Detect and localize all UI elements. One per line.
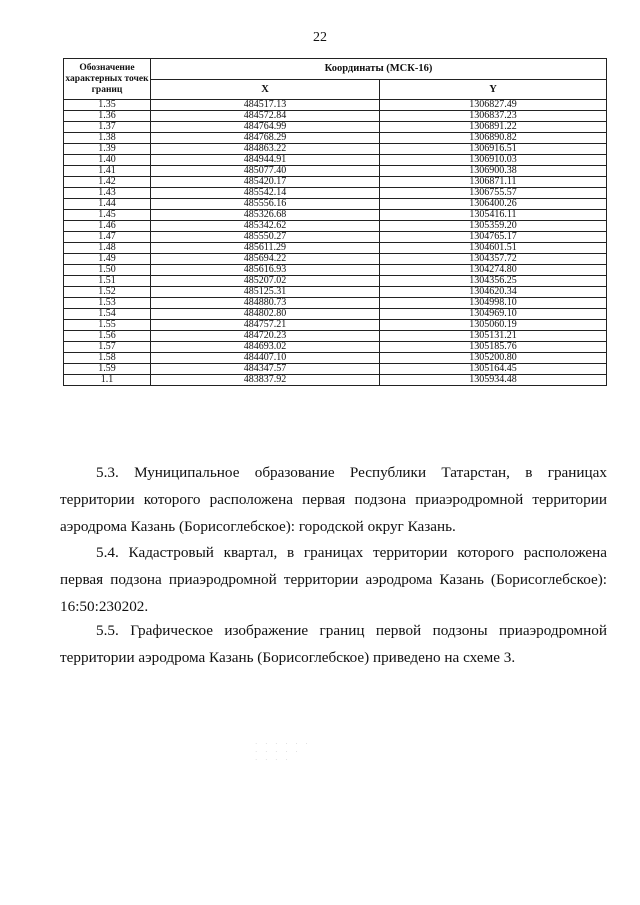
point-id-cell: 1.58 (64, 353, 151, 364)
y-coordinate-cell: 1304601.51 (380, 243, 607, 254)
point-id-cell: 1.56 (64, 331, 151, 342)
point-id-cell: 1.38 (64, 133, 151, 144)
y-coordinate-cell: 1305185.76 (380, 342, 607, 353)
table-row (64, 144, 607, 155)
point-id-cell: 1.41 (64, 166, 151, 177)
point-id-cell: 1.49 (64, 254, 151, 265)
header-x: X (151, 80, 380, 100)
table-row (64, 111, 607, 122)
y-coordinate-cell: 1306890.82 (380, 133, 607, 144)
table-row (64, 177, 607, 188)
point-id-cell: 1.36 (64, 111, 151, 122)
y-coordinate-cell: 1306916.51 (380, 144, 607, 155)
table-row (64, 265, 607, 276)
x-coordinate-cell: 485207.02 (151, 276, 380, 287)
point-id-cell: 1.35 (64, 100, 151, 111)
point-id-cell: 1.51 (64, 276, 151, 287)
table-row (64, 210, 607, 221)
x-coordinate-cell: 485077.40 (151, 166, 380, 177)
table-row (64, 309, 607, 320)
point-id-cell: 1.54 (64, 309, 151, 320)
point-id-cell: 1.47 (64, 232, 151, 243)
x-coordinate-cell: 485342.62 (151, 221, 380, 232)
x-coordinate-cell: 484757.21 (151, 320, 380, 331)
scan-ghost-marks: · · · · · · · · · · · · · · · (255, 740, 311, 764)
x-coordinate-cell: 484768.29 (151, 133, 380, 144)
table-row (64, 133, 607, 144)
y-coordinate-cell: 1305934.48 (380, 375, 607, 386)
x-coordinate-cell: 484347.57 (151, 364, 380, 375)
paragraph-5-5: 5.5. Графическое изображение границ первой подзоны приаэродромной территории аэродрома Казань (Борисоглебское) приведено на схеме 3. (60, 622, 607, 666)
table-row (64, 298, 607, 309)
point-id-cell: 1.43 (64, 188, 151, 199)
y-coordinate-cell: 1306827.49 (380, 100, 607, 111)
y-coordinate-cell: 1305164.45 (380, 364, 607, 375)
x-coordinate-cell: 485550.27 (151, 232, 380, 243)
y-coordinate-cell: 1304620.34 (380, 287, 607, 298)
y-coordinate-cell: 1306910.03 (380, 155, 607, 166)
y-coordinate-cell: 1304356.25 (380, 276, 607, 287)
header-coordinate-system: Координаты (МСК-16) (151, 59, 607, 80)
table-row (64, 166, 607, 177)
y-coordinate-cell: 1306871.11 (380, 177, 607, 188)
table-row (64, 353, 607, 364)
coordinates-table (63, 58, 607, 386)
x-coordinate-cell: 485542.14 (151, 188, 380, 199)
x-coordinate-cell: 484720.23 (151, 331, 380, 342)
y-coordinate-cell: 1304765.17 (380, 232, 607, 243)
point-id-cell: 1.44 (64, 199, 151, 210)
table-row (64, 100, 607, 111)
x-coordinate-cell: 485420.17 (151, 177, 380, 188)
point-id-cell: 1.1 (64, 375, 151, 386)
point-id-cell: 1.59 (64, 364, 151, 375)
x-coordinate-cell: 485326.68 (151, 210, 380, 221)
y-coordinate-cell: 1304969.10 (380, 309, 607, 320)
table-row (64, 199, 607, 210)
table-row (64, 364, 607, 375)
table-row (64, 342, 607, 353)
y-coordinate-cell: 1304274.80 (380, 265, 607, 276)
table-row (64, 221, 607, 232)
x-coordinate-cell: 485611.29 (151, 243, 380, 254)
y-coordinate-cell: 1306891.22 (380, 122, 607, 133)
table-row (64, 254, 607, 265)
point-id-cell: 1.52 (64, 287, 151, 298)
point-id-cell: 1.37 (64, 122, 151, 133)
x-coordinate-cell: 485556.16 (151, 199, 380, 210)
y-coordinate-cell: 1305131.21 (380, 331, 607, 342)
table-row (64, 375, 607, 386)
y-coordinate-cell: 1306837.23 (380, 111, 607, 122)
table-row (64, 320, 607, 331)
x-coordinate-cell: 483837.92 (151, 375, 380, 386)
x-coordinate-cell: 484880.73 (151, 298, 380, 309)
table-row (64, 276, 607, 287)
point-id-cell: 1.50 (64, 265, 151, 276)
x-coordinate-cell: 484517.13 (151, 100, 380, 111)
x-coordinate-cell: 484764.99 (151, 122, 380, 133)
point-id-cell: 1.45 (64, 210, 151, 221)
header-point-label: Обозначение характерных точек границ (64, 59, 151, 100)
page-number: 22 (313, 30, 327, 45)
x-coordinate-cell: 484572.84 (151, 111, 380, 122)
y-coordinate-cell: 1306900.38 (380, 166, 607, 177)
point-id-cell: 1.55 (64, 320, 151, 331)
x-coordinate-cell: 484407.10 (151, 353, 380, 364)
y-coordinate-cell: 1305359.20 (380, 221, 607, 232)
x-coordinate-cell: 484693.02 (151, 342, 380, 353)
y-coordinate-cell: 1306400.26 (380, 199, 607, 210)
paragraph-5-4: 5.4. Кадастровый квартал, в границах территории которого расположена первая подзона приаэродромной территории аэродрома Казань (Борисоглебское): 16:50:230202. (60, 544, 607, 615)
point-id-cell: 1.39 (64, 144, 151, 155)
table-row (64, 188, 607, 199)
table-row (64, 155, 607, 166)
y-coordinate-cell: 1304357.72 (380, 254, 607, 265)
y-coordinate-cell: 1305060.19 (380, 320, 607, 331)
point-id-cell: 1.48 (64, 243, 151, 254)
table-row (64, 243, 607, 254)
y-coordinate-cell: 1306755.57 (380, 188, 607, 199)
y-coordinate-cell: 1305416.11 (380, 210, 607, 221)
x-coordinate-cell: 484802.80 (151, 309, 380, 320)
y-coordinate-cell: 1304998.10 (380, 298, 607, 309)
x-coordinate-cell: 484863.22 (151, 144, 380, 155)
paragraph-5-3: 5.3. Муниципальное образование Республики Татарстан, в границах территории которого расположена первая подзона приаэродромной территории аэродрома Казань (Борисоглебское): городской округ Казань. (60, 464, 607, 535)
table-body (64, 100, 607, 386)
point-id-cell: 1.46 (64, 221, 151, 232)
header-y: Y (380, 80, 607, 100)
y-coordinate-cell: 1305200.80 (380, 353, 607, 364)
point-id-cell: 1.57 (64, 342, 151, 353)
x-coordinate-cell: 485694.22 (151, 254, 380, 265)
point-id-cell: 1.53 (64, 298, 151, 309)
x-coordinate-cell: 485125.31 (151, 287, 380, 298)
table-row (64, 232, 607, 243)
point-id-cell: 1.42 (64, 177, 151, 188)
table-row (64, 287, 607, 298)
x-coordinate-cell: 484944.91 (151, 155, 380, 166)
x-coordinate-cell: 485616.93 (151, 265, 380, 276)
table-row (64, 122, 607, 133)
table-row (64, 331, 607, 342)
point-id-cell: 1.40 (64, 155, 151, 166)
